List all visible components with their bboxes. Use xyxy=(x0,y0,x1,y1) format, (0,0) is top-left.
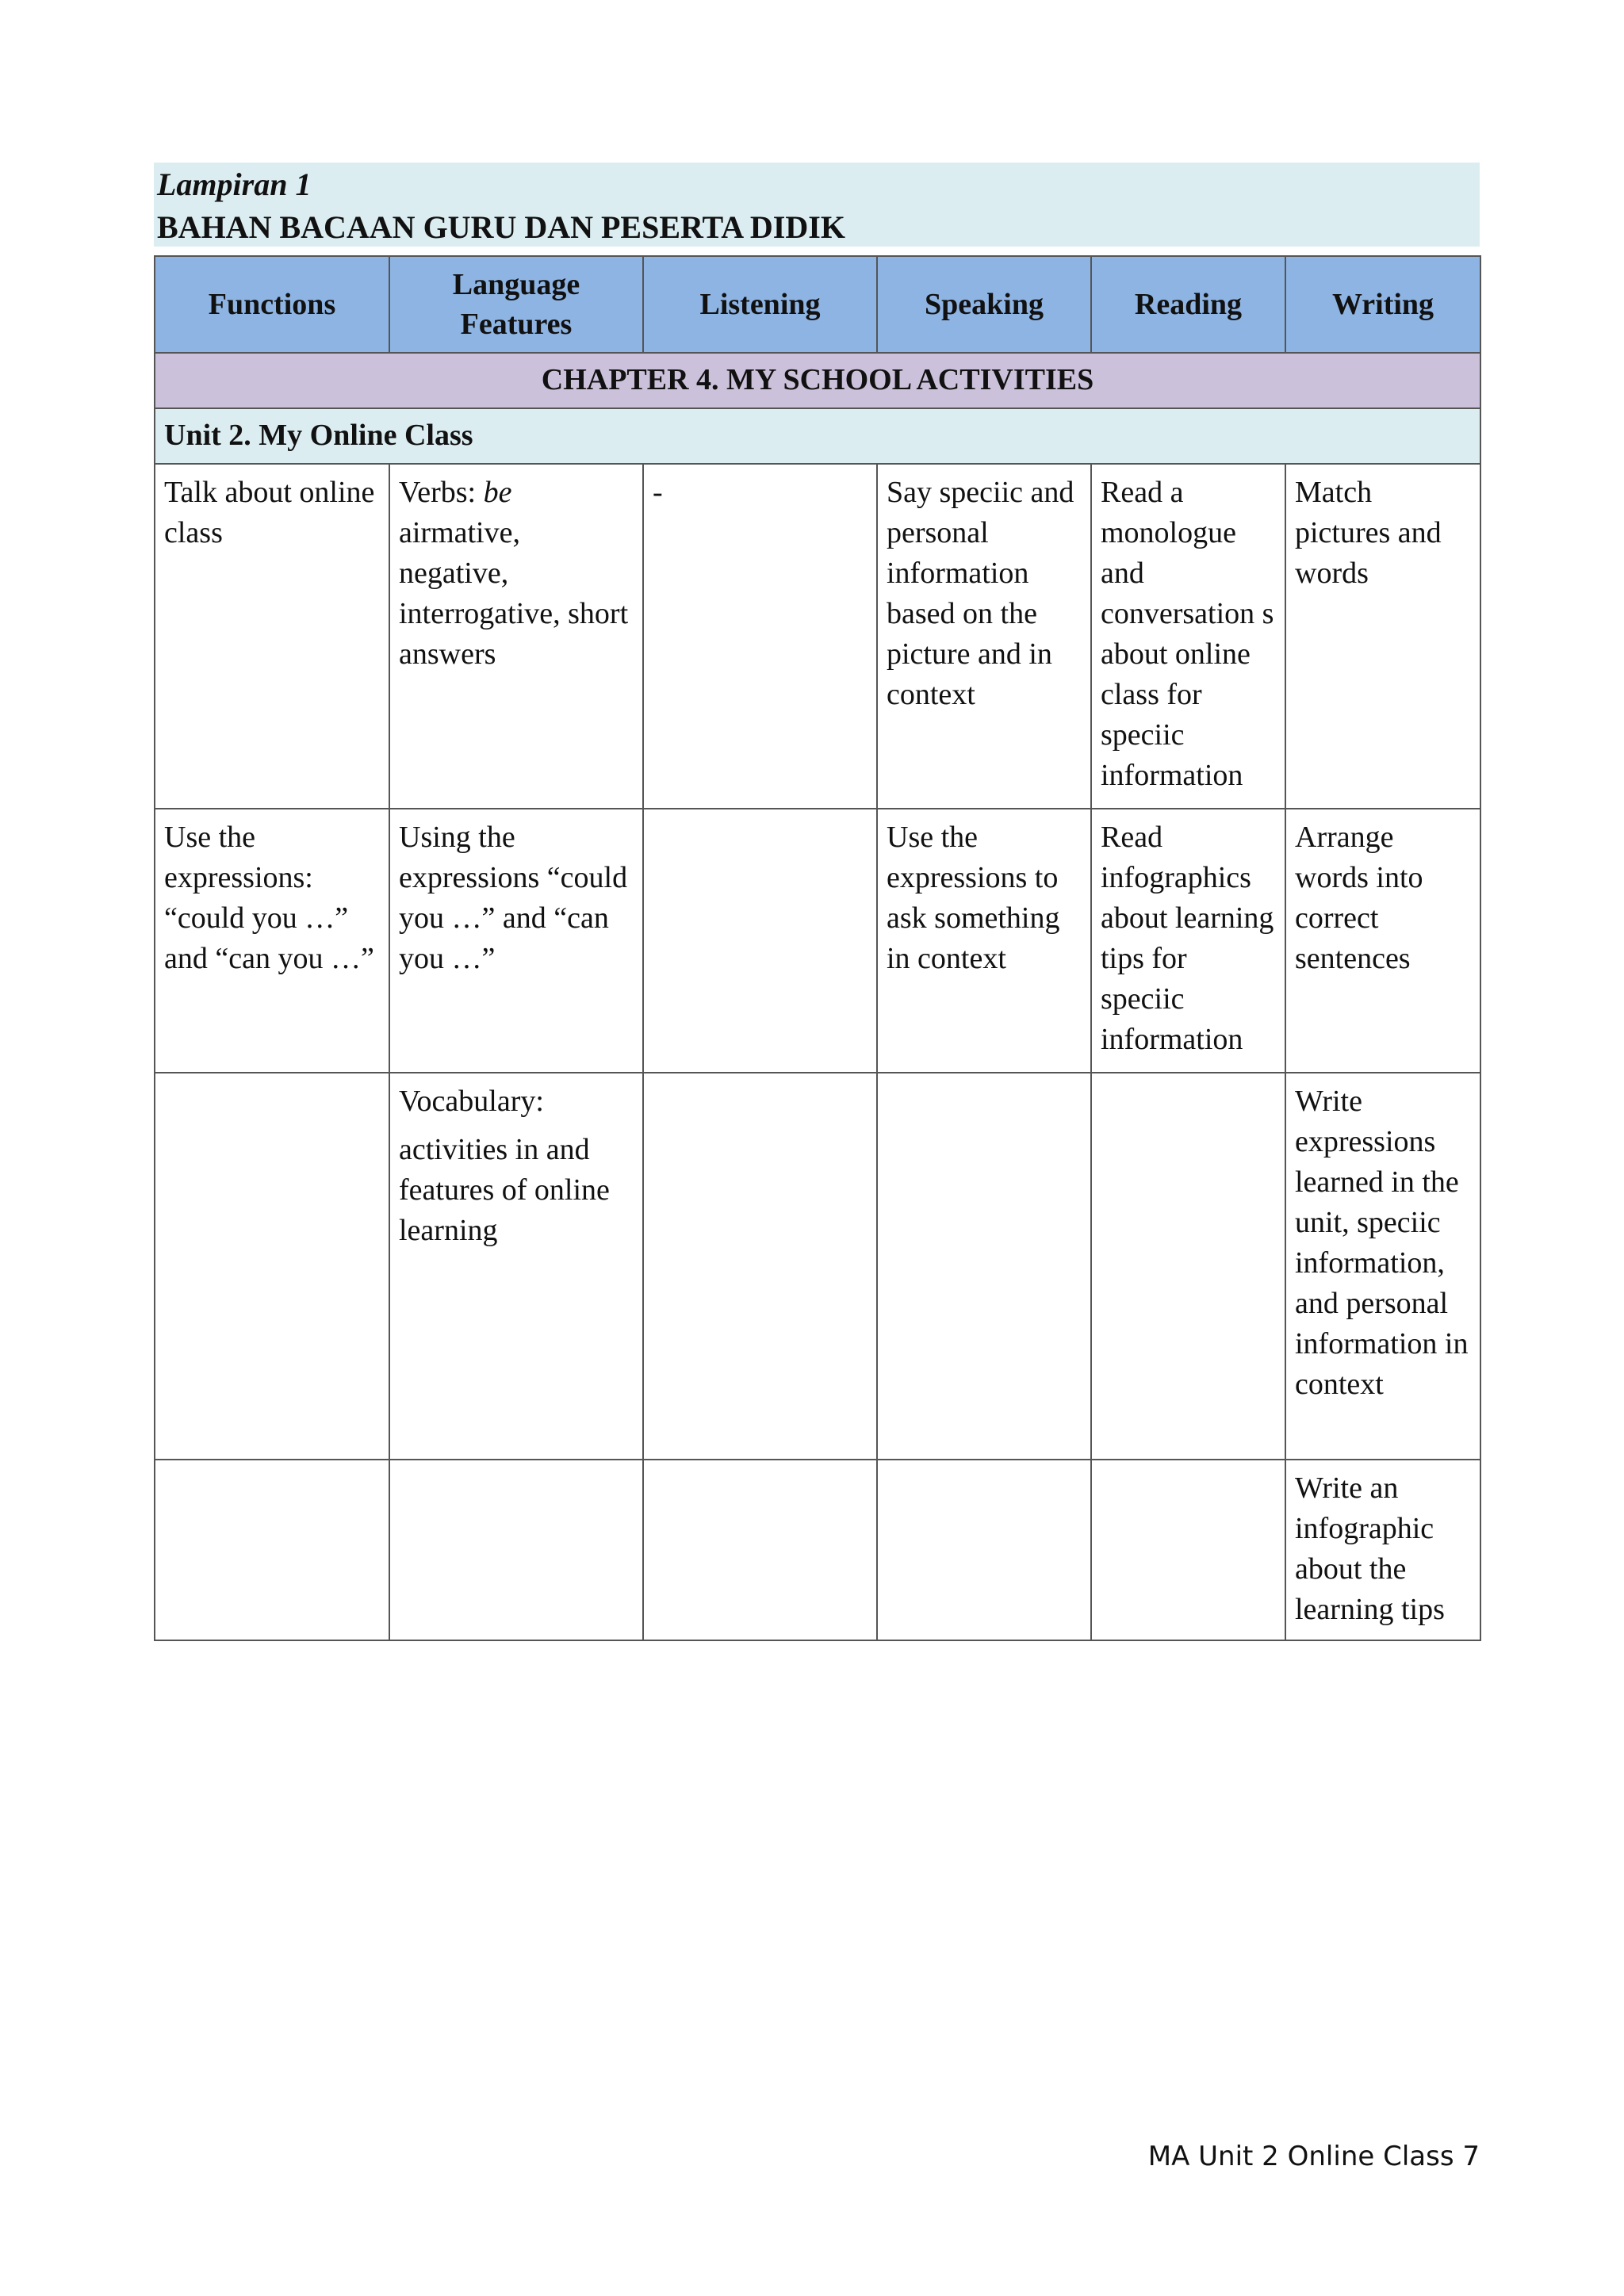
cell-reading xyxy=(1091,1460,1285,1640)
cell-writing: Write expressions learned in the unit, speciic information, and personal information in context xyxy=(1285,1073,1480,1460)
cell-language-features xyxy=(389,464,643,809)
cell-speaking: Say speciic and personal information based on the picture and in context xyxy=(877,464,1091,809)
cell-speaking xyxy=(877,1073,1091,1460)
table-header-row xyxy=(155,256,1480,353)
cell-functions xyxy=(155,1460,389,1640)
cell-language-features xyxy=(389,1460,643,1640)
table-row xyxy=(155,464,1480,809)
cell-language-features: Using the expressions “could you …” and “can you …” xyxy=(389,809,643,1073)
cell-writing: Match pictures and words xyxy=(1285,464,1480,809)
cell-writing: Write an infographic about the learning tips xyxy=(1285,1460,1480,1640)
vocabulary-text: activities in and features of online learning xyxy=(399,1133,610,1247)
language-prefix: Verbs: xyxy=(399,476,484,509)
cell-functions: Use the expressions: “could you …” and “can you …” xyxy=(155,809,389,1073)
chapter-title: CHAPTER 4. MY SCHOOL ACTIVITIES xyxy=(155,353,1480,408)
table-row xyxy=(155,1460,1480,1640)
unit-title: Unit 2. My Online Class xyxy=(155,408,1480,464)
syllabus-table xyxy=(154,255,1481,1641)
cell-functions: Talk about online class xyxy=(155,464,389,809)
language-rest: airmative, negative, interrogative, short answers xyxy=(399,516,629,671)
cell-speaking xyxy=(877,1460,1091,1640)
language-emphasis: be xyxy=(483,476,512,509)
cell-listening: - xyxy=(643,464,877,809)
table-row xyxy=(155,1073,1480,1460)
chapter-row xyxy=(155,353,1480,408)
cell-listening xyxy=(643,809,877,1073)
col-header-writing: Writing xyxy=(1285,256,1480,353)
cell-listening xyxy=(643,1073,877,1460)
cell-reading: Read a monologue and conversation s about online class for speciic information xyxy=(1091,464,1285,809)
unit-row xyxy=(155,408,1480,464)
col-header-reading: Reading xyxy=(1091,256,1285,353)
page-footer: MA Unit 2 Online Class 7 xyxy=(1147,2141,1480,2172)
appendix-title: BAHAN BACAAN GURU DAN PESERTA DIDIK xyxy=(157,209,845,245)
cell-functions xyxy=(155,1073,389,1460)
col-header-listening: Listening xyxy=(643,256,877,353)
col-header-speaking: Speaking xyxy=(877,256,1091,353)
cell-reading xyxy=(1091,1073,1285,1460)
cell-speaking: Use the expressions to ask something in context xyxy=(877,809,1091,1073)
cell-language-features xyxy=(389,1073,643,1460)
col-header-functions: Functions xyxy=(155,256,389,353)
cell-writing: Arrange words into correct sentences xyxy=(1285,809,1480,1073)
cell-reading: Read infographics about learning tips for speciic information xyxy=(1091,809,1285,1073)
appendix-label: Lampiran 1 xyxy=(157,166,312,202)
appendix-header xyxy=(154,163,1480,247)
vocabulary-label: Vocabulary: xyxy=(399,1085,544,1118)
col-header-language-features: Language Features xyxy=(389,256,643,353)
cell-listening xyxy=(643,1460,877,1640)
table-row xyxy=(155,809,1480,1073)
